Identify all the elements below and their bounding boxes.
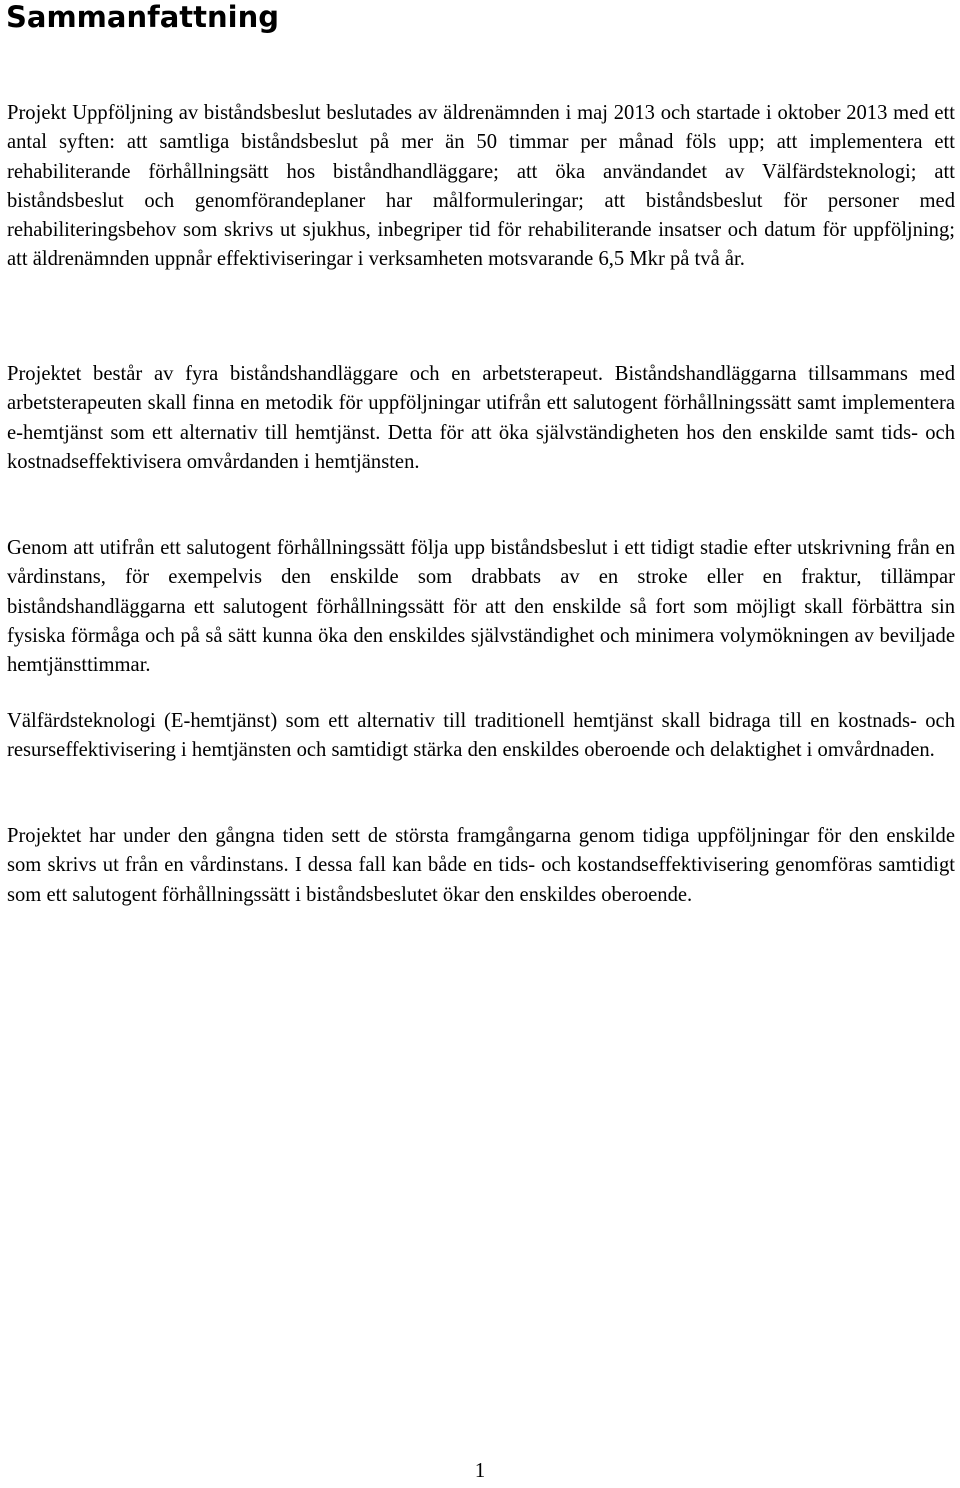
summary-paragraph-5: Projektet har under den gångna tiden sett de största framgångarna genom tidiga uppföljningar för den enskilde som skrivs ut från en vårdinstans. I dessa fall kan både en tids- och kostandseffektivisering genomföras samtidigt som ett salutogent förhållningssätt i biståndsbeslutet ökar den enskildes oberoende.	[7, 825, 955, 906]
summary-paragraph-2: Projektet består av fyra biståndshandläggare och en arbetsterapeut. Biståndshandläggarna tillsammans med arbetsterapeuten skall finna en metodik för uppföljningar utifrån ett salutogent förhållningssätt samt implementera e-hemtjänst som ett alternativ till hemtjänst. Detta för att öka självständigheten hos den enskilde samt tids- och kostnadseffektivisera omvårdanden i hemtjänsten.	[7, 363, 955, 473]
summary-paragraph-3: Genom att utifrån ett salutogent förhållningssätt följa upp biståndsbeslut i ett tidigt stadie efter utskrivning från en vårdinstans, för exempelvis den enskilde som drabbats av en stroke eller en fraktur, tillämpar biståndshandläggarna ett salutogent förhållningssätt för att den enskilde så fort som möjligt skall förbättra sin fysiska förmåga och på så sätt kunna öka den enskildes självständighet och minimera volymökningen av beviljade hemtjänsttimmar.	[7, 537, 955, 677]
summary-paragraph-1: Projekt Uppföljning av biståndsbeslut beslutades av äldrenämnden i maj 2013 och startade i oktober 2013 med ett antal syften: att samtliga biståndsbeslut på mer än 50 timmar per månad föls upp; att implementera ett rehabiliterande förhållningsätt hos biståndhandläggare; att öka användandet av Välfärdsteknologi; att biståndsbeslut och genomförandeplaner har målformuleringar; att biståndsbeslut för personer med rehabiliteringsbehov som skrivs ut sjukhus, inbegriper tid för rehabiliterande insatser och datum för uppföljning; att äldrenämnden uppnår effektiviseringar i verksamheten motsvarande 6,5 Mkr på två år.	[7, 102, 955, 271]
page-number: 1	[474, 1458, 486, 1482]
section-heading: Sammanfattning	[6, 0, 280, 34]
summary-paragraph-4: Välfärdsteknologi (E-hemtjänst) som ett alternativ till traditionell hemtjänst skall bidraga till en kostnads- och resurseffektivisering i hemtjänsten och samtidigt stärka den enskildes oberoende och delaktighet i omvårdnaden.	[7, 710, 955, 762]
